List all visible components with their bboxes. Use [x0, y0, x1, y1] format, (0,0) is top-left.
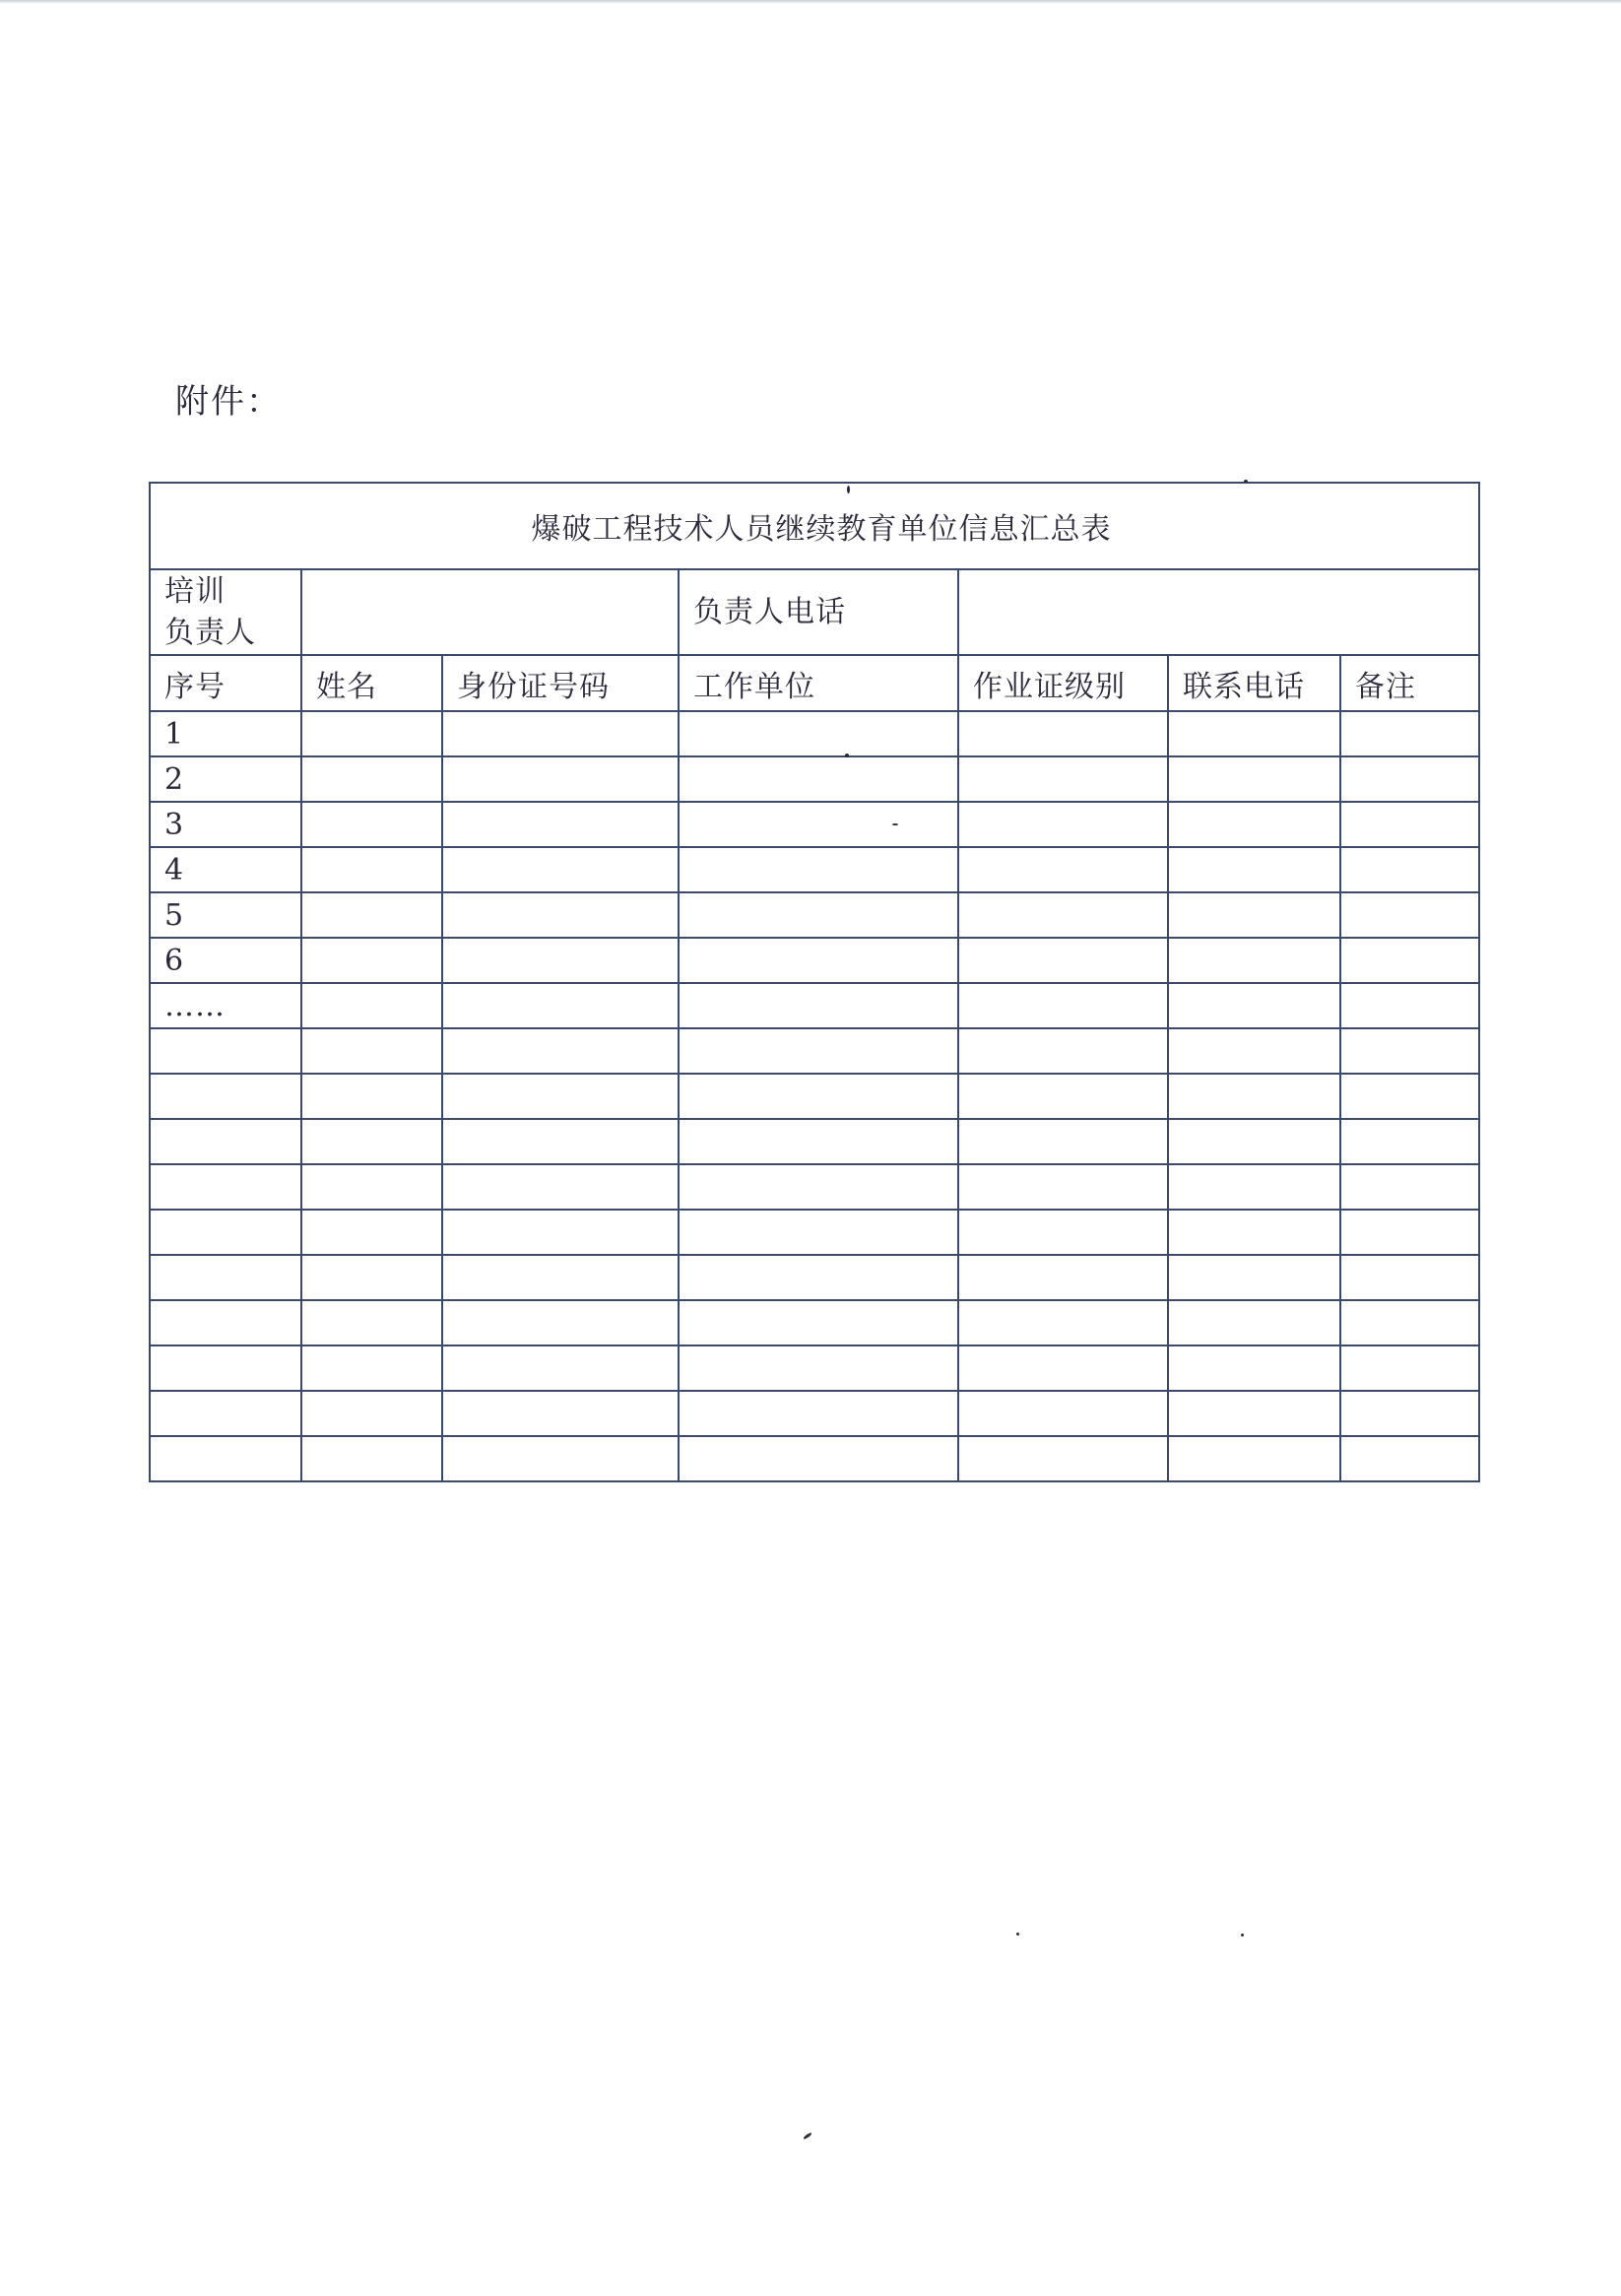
table-cell[interactable]: [1168, 892, 1340, 938]
table-cell[interactable]: [301, 1255, 442, 1300]
row-index-cell: [150, 1300, 301, 1345]
table-cell[interactable]: [679, 847, 958, 892]
table-cell[interactable]: [1168, 1436, 1340, 1481]
table-cell[interactable]: [1340, 802, 1479, 847]
table-cell[interactable]: [679, 938, 958, 983]
table-cell[interactable]: [442, 756, 679, 802]
scan-speck: [1244, 480, 1248, 483]
table-cell[interactable]: [958, 1074, 1168, 1119]
table-cell[interactable]: [679, 802, 958, 847]
table-row: [150, 1119, 1479, 1164]
table-cell[interactable]: [1340, 847, 1479, 892]
table-cell[interactable]: [1168, 1300, 1340, 1345]
table-cell[interactable]: [1168, 1164, 1340, 1210]
header-employer: 工作单位: [679, 655, 958, 711]
table-cell[interactable]: [1168, 1119, 1340, 1164]
table-cell[interactable]: [442, 1119, 679, 1164]
table-row: [150, 1391, 1479, 1436]
table-cell[interactable]: [958, 892, 1168, 938]
table-cell[interactable]: [958, 1028, 1168, 1074]
trainer-label: [150, 569, 301, 655]
row-index-cell: [150, 1119, 301, 1164]
table-cell[interactable]: [679, 1074, 958, 1119]
table-cell[interactable]: [1168, 1028, 1340, 1074]
table-cell[interactable]: [1168, 1210, 1340, 1255]
table-cell[interactable]: [442, 847, 679, 892]
table-cell[interactable]: [1340, 1345, 1479, 1391]
row-index-cell: [150, 1164, 301, 1210]
table-cell[interactable]: [301, 1164, 442, 1210]
table-cell[interactable]: [1168, 1391, 1340, 1436]
phone-value-cell[interactable]: [958, 569, 1479, 655]
scan-speck: [845, 754, 849, 757]
table-cell[interactable]: [301, 1345, 442, 1391]
table-cell[interactable]: [1168, 847, 1340, 892]
table-cell[interactable]: [1340, 711, 1479, 756]
table-cell[interactable]: [301, 847, 442, 892]
table-cell[interactable]: [442, 1210, 679, 1255]
table-cell[interactable]: [958, 1164, 1168, 1210]
table-cell[interactable]: [442, 1255, 679, 1300]
header-id-number: 身份证号码: [442, 655, 679, 711]
table-cell[interactable]: [442, 1391, 679, 1436]
table-cell[interactable]: [442, 1074, 679, 1119]
table-row: [150, 1074, 1479, 1119]
table-cell[interactable]: [301, 756, 442, 802]
row-index-cell: 5: [150, 892, 301, 938]
table-cell[interactable]: [1168, 938, 1340, 983]
row-index-cell: 4: [150, 847, 301, 892]
table-cell[interactable]: [1340, 1210, 1479, 1255]
table-cell[interactable]: [1168, 983, 1340, 1028]
table-cell[interactable]: [1340, 983, 1479, 1028]
row-index-cell: 6: [150, 938, 301, 983]
table-cell[interactable]: [679, 1164, 958, 1210]
row-index-cell: [150, 1028, 301, 1074]
trainer-value-cell[interactable]: [301, 569, 679, 655]
table-row: [150, 1028, 1479, 1074]
table-row: [150, 1255, 1479, 1300]
table-cell[interactable]: [301, 892, 442, 938]
scan-speck: [1016, 1933, 1019, 1935]
row-index-cell: [150, 1391, 301, 1436]
phone-label: 负责人电话: [679, 569, 958, 655]
table-cell[interactable]: [442, 1436, 679, 1481]
table-cell[interactable]: [1340, 756, 1479, 802]
table-cell[interactable]: [1168, 756, 1340, 802]
row-index-cell: 1: [150, 711, 301, 756]
table-cell[interactable]: [679, 1436, 958, 1481]
table-cell[interactable]: [442, 938, 679, 983]
table-cell[interactable]: [1340, 1074, 1479, 1119]
table-cell[interactable]: [301, 802, 442, 847]
table-cell[interactable]: [1168, 1345, 1340, 1391]
table-cell[interactable]: [679, 711, 958, 756]
table-cell[interactable]: [1340, 1436, 1479, 1481]
summary-table: [149, 482, 1480, 1482]
table-cell[interactable]: [958, 1300, 1168, 1345]
table-row: [150, 1300, 1479, 1345]
scan-speck: [1241, 1934, 1244, 1936]
table-row: [150, 892, 1479, 938]
row-index-cell: [150, 1210, 301, 1255]
table-cell[interactable]: [958, 1255, 1168, 1300]
row-index-cell: [150, 1345, 301, 1391]
table-cell[interactable]: [1340, 1028, 1479, 1074]
row-index-cell: ……: [150, 983, 301, 1028]
table-cell[interactable]: [679, 1119, 958, 1164]
table-row: [150, 711, 1479, 756]
table-cell[interactable]: [301, 1436, 442, 1481]
table-header-row: [150, 655, 1479, 711]
table-cell[interactable]: [679, 1210, 958, 1255]
table-cell[interactable]: [958, 1436, 1168, 1481]
table-row: [150, 1164, 1479, 1210]
table-cell[interactable]: [958, 802, 1168, 847]
table-cell[interactable]: [442, 1300, 679, 1345]
table-cell[interactable]: [958, 711, 1168, 756]
table-cell[interactable]: [442, 1345, 679, 1391]
header-index: 序号: [150, 655, 301, 711]
header-cert-level: 作业证级别: [958, 655, 1168, 711]
table-row: [150, 1436, 1479, 1481]
table-cell[interactable]: [301, 1300, 442, 1345]
table-cell[interactable]: [301, 1210, 442, 1255]
table-cell[interactable]: [1340, 1391, 1479, 1436]
table-cell[interactable]: [442, 802, 679, 847]
table-cell[interactable]: [301, 1028, 442, 1074]
row-index-cell: [150, 1255, 301, 1300]
scan-edge: [0, 0, 1621, 4]
table-row: [150, 756, 1479, 802]
trainer-label-line2: 负责人: [164, 615, 256, 650]
table-cell[interactable]: [1340, 892, 1479, 938]
scan-speck: [803, 2132, 812, 2139]
table-cell[interactable]: [442, 1028, 679, 1074]
table-cell[interactable]: [1340, 1119, 1479, 1164]
table-cell[interactable]: [301, 1074, 442, 1119]
scan-speck: [892, 823, 898, 825]
table-title: 爆破工程技术人员继续教育单位信息汇总表: [150, 483, 1479, 569]
row-index-cell: [150, 1436, 301, 1481]
table-cell[interactable]: [958, 847, 1168, 892]
table-cell[interactable]: [958, 1119, 1168, 1164]
table-cell[interactable]: [442, 1164, 679, 1210]
table-cell[interactable]: [958, 756, 1168, 802]
header-phone: 联系电话: [1168, 655, 1340, 711]
table-cell[interactable]: [958, 983, 1168, 1028]
row-index-cell: [150, 1074, 301, 1119]
trainer-label-line1: 培训: [164, 573, 226, 609]
table-cell[interactable]: [958, 938, 1168, 983]
table-row: [150, 1210, 1479, 1255]
table-cell[interactable]: [1168, 1255, 1340, 1300]
row-index-cell: 3: [150, 802, 301, 847]
row-index-cell: 2: [150, 756, 301, 802]
table-row: [150, 938, 1479, 983]
table-cell[interactable]: [679, 1345, 958, 1391]
table-cell[interactable]: [301, 1391, 442, 1436]
table-cell[interactable]: [442, 983, 679, 1028]
table-cell[interactable]: [1340, 938, 1479, 983]
table-cell[interactable]: [1340, 1164, 1479, 1210]
table-cell[interactable]: [679, 983, 958, 1028]
header-name: 姓名: [301, 655, 442, 711]
attachment-label: 附件：: [175, 382, 282, 422]
header-remarks: 备注: [1340, 655, 1479, 711]
table-cell[interactable]: [679, 1255, 958, 1300]
table-cell[interactable]: [958, 1210, 1168, 1255]
table-cell[interactable]: [442, 711, 679, 756]
table-row: [150, 983, 1479, 1028]
table-cell[interactable]: [679, 892, 958, 938]
table-cell[interactable]: [301, 711, 442, 756]
table-cell[interactable]: [1168, 1074, 1340, 1119]
table-row: [150, 847, 1479, 892]
table-cell[interactable]: [958, 1391, 1168, 1436]
table-cell[interactable]: [679, 756, 958, 802]
table-cell[interactable]: [442, 892, 679, 938]
table-cell[interactable]: [679, 1391, 958, 1436]
table-cell[interactable]: [1340, 1300, 1479, 1345]
table-cell[interactable]: [679, 1300, 958, 1345]
table-cell[interactable]: [301, 1119, 442, 1164]
table-cell[interactable]: [301, 938, 442, 983]
table-row: [150, 1345, 1479, 1391]
table-cell[interactable]: [679, 1028, 958, 1074]
table-cell[interactable]: [958, 1345, 1168, 1391]
scan-speck: [847, 486, 850, 493]
table-cell[interactable]: [1340, 1255, 1479, 1300]
table-cell[interactable]: [1168, 802, 1340, 847]
table-cell[interactable]: [1168, 711, 1340, 756]
table-row: [150, 802, 1479, 847]
table-cell[interactable]: [301, 983, 442, 1028]
